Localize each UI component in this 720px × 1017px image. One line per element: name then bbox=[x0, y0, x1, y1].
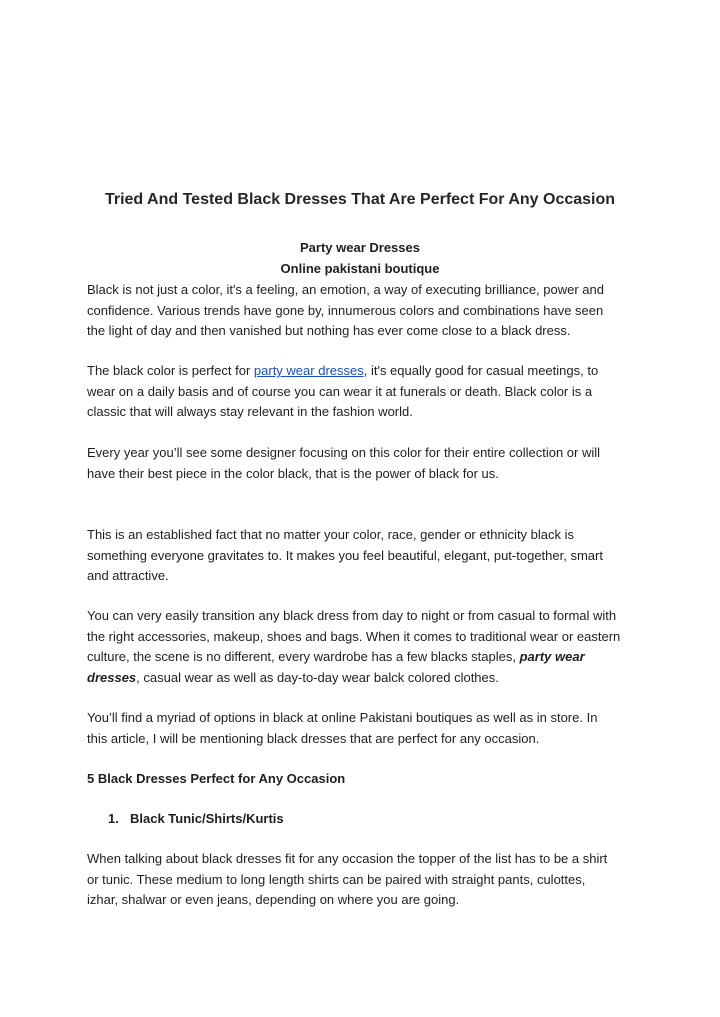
paragraph-line: confidence. Various trends have gone by, innumerous colors and combinations have seen bbox=[87, 302, 604, 318]
paragraph-line: Every year you’ll see some designer focusing on this color for their entire collection or will bbox=[87, 445, 601, 460]
paragraph-line: classic that will always stay relevant in the fashion world. bbox=[87, 404, 413, 419]
paragraph-intro bbox=[87, 280, 647, 342]
paragraph-line: When talking about black dresses fit for any occasion the topper of the list has to be a shirt bbox=[87, 851, 608, 866]
paragraph-tunic bbox=[87, 849, 647, 911]
paragraph-line: the right accessories, makeup, shoes and bags. When it comes to traditional wear or eastern bbox=[87, 628, 621, 644]
paragraph-line: or tunic. These medium to long length shirts can be paired with straight pants, culottes, bbox=[87, 871, 586, 887]
paragraph-line: izhar, shalwar or even jeans, depending on where you are going. bbox=[87, 892, 460, 907]
paragraph-line: the light of day and then vanished but nothing has ever come close to a black dress. bbox=[87, 323, 571, 338]
list-item-label: Black Tunic/Shirts/Kurtis bbox=[130, 811, 284, 826]
paragraph-line bbox=[87, 647, 647, 668]
paragraph-line: something everyone gravitates to. It makes you feel beautiful, elegant, put-together, smart bbox=[87, 547, 603, 563]
document-title: Tried And Tested Black Dresses That Are Perfect For Any Occasion bbox=[104, 191, 616, 208]
paragraph-transition bbox=[87, 606, 647, 688]
dresses-emphasis: dresses bbox=[87, 669, 137, 685]
party-wear-emphasis: party wear bbox=[519, 649, 585, 664]
paragraph-line: have their best piece in the color black, that is the power of black for us. bbox=[87, 465, 499, 481]
paragraph-line bbox=[87, 361, 647, 382]
section-heading: 5 Black Dresses Perfect for Any Occasion bbox=[87, 771, 346, 786]
list-number: 1. bbox=[108, 811, 119, 826]
list-item bbox=[108, 809, 284, 829]
paragraph-line: this article, I will be mentioning black dresses that are perfect for any occasion. bbox=[87, 730, 540, 746]
party-wear-dresses-link[interactable]: party wear dresses bbox=[253, 363, 364, 378]
paragraph-established-fact bbox=[87, 525, 647, 587]
paragraph-line: and attractive. bbox=[87, 568, 169, 583]
text-segment: , it's equally good for casual meetings, to bbox=[363, 363, 599, 378]
subtitle-boutique: Online pakistani boutique bbox=[280, 261, 440, 276]
text-segment: , casual wear as well as day-to-day wear balck colored clothes. bbox=[136, 669, 499, 685]
text-segment: The black color is perfect for bbox=[87, 363, 254, 378]
paragraph-line: Black is not just a color, it's a feeling, an emotion, a way of executing brilliance, power and bbox=[87, 282, 604, 297]
paragraph-line: This is an established fact that no matter your color, race, gender or ethnicity black is bbox=[87, 527, 575, 542]
paragraph-myriad bbox=[87, 708, 647, 749]
paragraph-line: wear on a daily basis and of course you can wear it at funerals or death. Black color is a bbox=[87, 383, 593, 399]
paragraph-black-color bbox=[87, 361, 647, 423]
text-segment: culture, the scene is no different, every wardrobe has a few blacks staples, bbox=[87, 649, 520, 664]
subtitle-party-wear: Party wear Dresses bbox=[300, 240, 420, 255]
paragraph-line bbox=[87, 668, 647, 689]
paragraph-designers bbox=[87, 443, 647, 484]
paragraph-line: You’ll find a myriad of options in black at online Pakistani boutiques as well as in store. In bbox=[87, 710, 598, 725]
paragraph-line: You can very easily transition any black dress from day to night or from casual to formal with bbox=[87, 608, 617, 623]
